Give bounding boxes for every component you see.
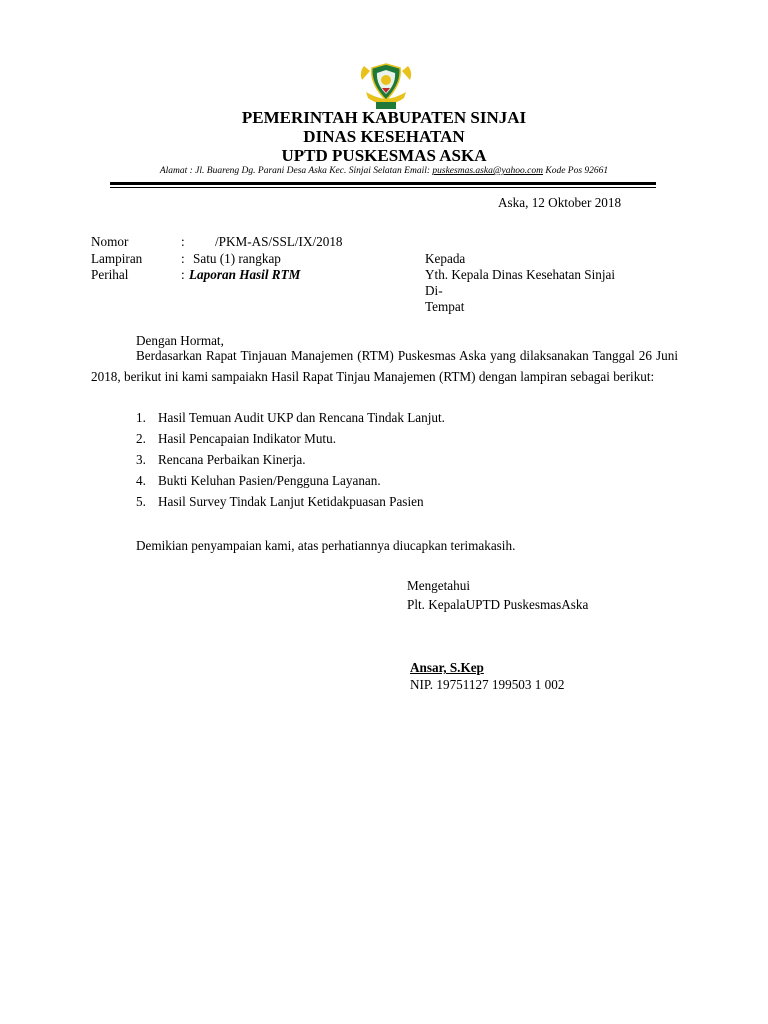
- address-text: Alamat : Jl. Buareng Dg. Parani Desa Aska Kec. Sinjai Selatan Email:: [159, 166, 433, 176]
- signature-acknowledge: Mengetahui: [407, 578, 470, 593]
- greeting: Dengan Hormat,: [136, 333, 224, 348]
- header-rule-thin: [110, 187, 656, 188]
- list-item: Hasil Temuan Audit UKP dan Rencana Tindak Lanjut.: [158, 410, 445, 425]
- office-address: [0, 166, 768, 176]
- address-email: puskesmas.aska@yahoo.com: [432, 166, 543, 176]
- lampiran-colon: :: [181, 251, 185, 266]
- list-item: Rencana Perbaikan Kinerja.: [158, 452, 306, 467]
- perihal-colon: :: [181, 267, 185, 282]
- list-item-number: 1.: [136, 410, 146, 425]
- lampiran-label: Lampiran: [91, 251, 143, 266]
- department-name: DINAS KESEHATAN: [303, 127, 465, 146]
- signature-title: Plt. KepalaUPTD PuskesmasAska: [407, 597, 589, 612]
- recipient-line-1: Kepada: [425, 251, 466, 266]
- office-name: UPTD PUSKESMAS ASKA: [281, 146, 487, 165]
- list-item-number: 4.: [136, 473, 146, 488]
- header-rule-thick: [110, 182, 656, 185]
- list-item-number: 3.: [136, 452, 146, 467]
- list-item: Hasil Pencapaian Indikator Mutu.: [158, 431, 336, 446]
- nomor-value: /PKM-AS/SSL/IX/2018: [215, 234, 343, 249]
- closing-sentence: Demikian penyampaian kami, atas perhatiannya diucapkan terimakasih.: [136, 538, 516, 553]
- government-name: PEMERINTAH KABUPATEN SINJAI: [241, 108, 527, 127]
- body-paragraph: Berdasarkan Rapat Tinjauan Manajemen (RTM) Puskesmas Aska yang dilaksanakan Tanggal 26 Juni 2018, berikut ini kami sampaiakn Hasil Rapat Tinjau Manajemen (RTM) dengan lampiran sebagai berikut:: [91, 348, 678, 384]
- perihal-value: Laporan Hasil RTM: [189, 267, 301, 282]
- lampiran-value: Satu (1) rangkap: [193, 251, 281, 266]
- signatory-nip: NIP. 19751127 199503 1 002: [410, 677, 565, 692]
- list-item-number: 5.: [136, 494, 146, 509]
- list-item-number: 2.: [136, 431, 146, 446]
- list-item: Bukti Keluhan Pasien/Pengguna Layanan.: [158, 473, 381, 488]
- recipient-line-3: Di-: [425, 283, 443, 298]
- nomor-colon: :: [181, 234, 185, 249]
- letter-date: Aska, 12 Oktober 2018: [498, 195, 622, 210]
- perihal-label: Perihal: [91, 267, 129, 282]
- signatory-name: Ansar, S.Kep: [410, 660, 484, 675]
- list-item: Hasil Survey Tindak Lanjut Ketidakpuasan Pasien: [158, 494, 424, 509]
- recipient-line-4: Tempat: [425, 299, 465, 314]
- nomor-label: Nomor: [91, 234, 129, 249]
- sinjai-regency-emblem-icon: [356, 62, 416, 112]
- recipient-line-2: Yth. Kepala Dinas Kesehatan Sinjai: [425, 267, 616, 282]
- address-postcode: Kode Pos 92661: [542, 166, 609, 176]
